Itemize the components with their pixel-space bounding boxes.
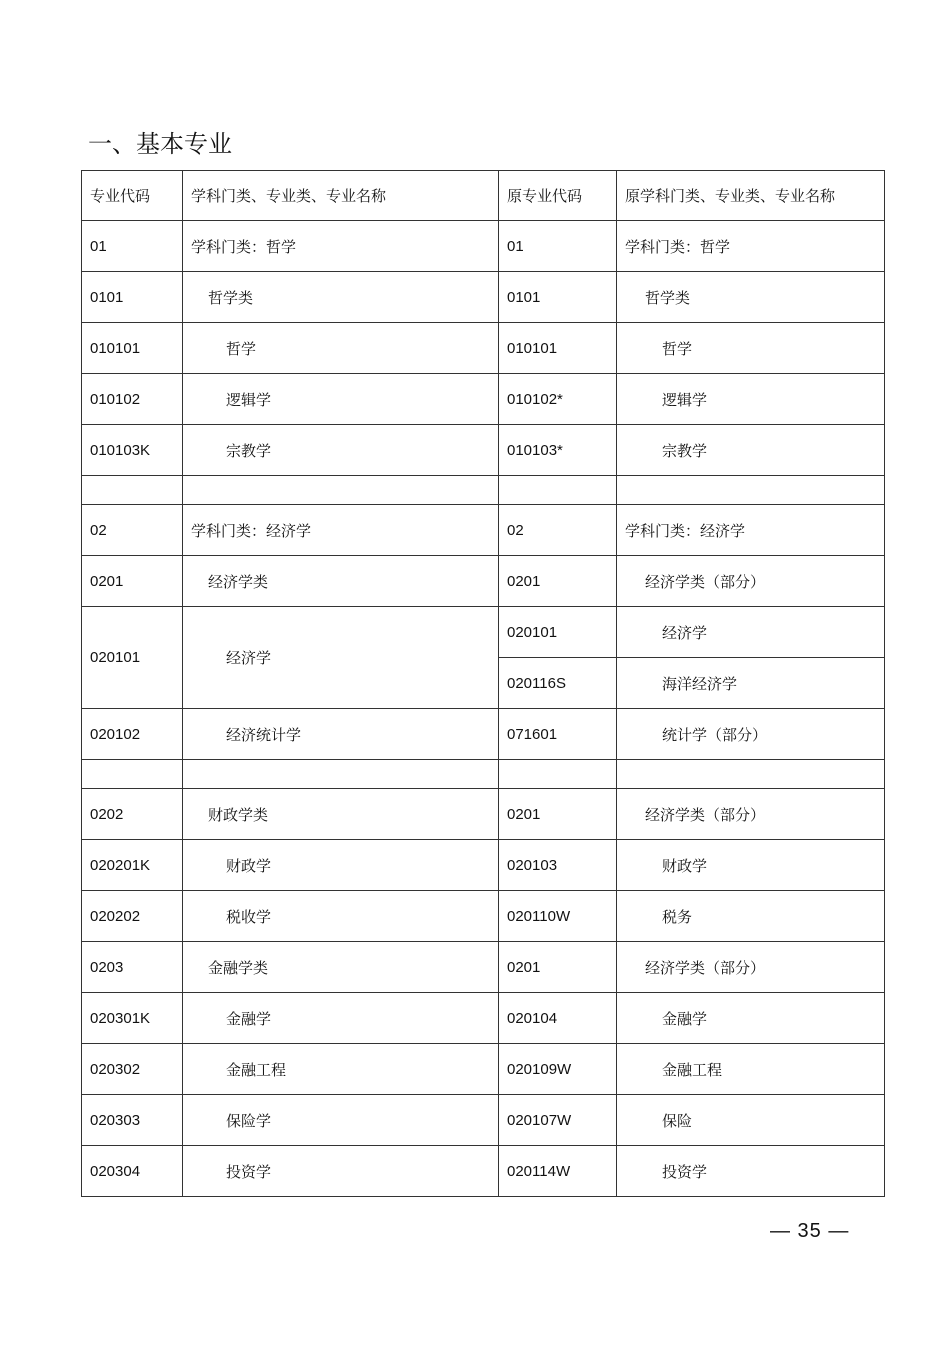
table-row — [82, 891, 885, 942]
major-code: 020202 — [82, 891, 183, 942]
major-code: 0203 — [82, 942, 183, 993]
old-major-code: 020103 — [499, 840, 617, 891]
major-code: 0202 — [82, 789, 183, 840]
major-code: 02 — [82, 505, 183, 556]
header-old-code: 原专业代码 — [499, 171, 617, 221]
major-name: 经济学 — [183, 607, 499, 709]
old-major-name: 经济学 — [617, 607, 885, 658]
empty-cell — [499, 760, 617, 789]
table-row — [82, 323, 885, 374]
table-row — [82, 709, 885, 760]
table-row — [82, 505, 885, 556]
major-name: 宗教学 — [183, 425, 499, 476]
major-name: 哲学 — [183, 323, 499, 374]
table-row — [82, 1044, 885, 1095]
major-code: 0201 — [82, 556, 183, 607]
header-name: 学科门类、专业类、专业名称 — [183, 171, 499, 221]
old-major-name: 保险 — [617, 1095, 885, 1146]
table-row — [82, 993, 885, 1044]
old-major-name: 学科门类：经济学 — [617, 505, 885, 556]
empty-cell — [617, 760, 885, 789]
old-major-name: 哲学 — [617, 323, 885, 374]
old-major-name: 海洋经济学 — [617, 658, 885, 709]
major-name: 财政学 — [183, 840, 499, 891]
major-name: 金融工程 — [183, 1044, 499, 1095]
major-code: 0101 — [82, 272, 183, 323]
header-code: 专业代码 — [82, 171, 183, 221]
old-major-code: 010101 — [499, 323, 617, 374]
major-code: 020304 — [82, 1146, 183, 1197]
old-major-code: 020114W — [499, 1146, 617, 1197]
table-row — [82, 221, 885, 272]
old-major-code: 0201 — [499, 556, 617, 607]
old-major-name: 经济学类（部分） — [617, 789, 885, 840]
major-code: 020101 — [82, 607, 183, 709]
old-major-name: 宗教学 — [617, 425, 885, 476]
old-major-name: 投资学 — [617, 1146, 885, 1197]
empty-cell — [499, 476, 617, 505]
major-code: 010101 — [82, 323, 183, 374]
major-name: 学科门类：哲学 — [183, 221, 499, 272]
old-major-code: 020109W — [499, 1044, 617, 1095]
major-code: 020303 — [82, 1095, 183, 1146]
old-major-name: 经济学类（部分） — [617, 942, 885, 993]
major-code: 020301K — [82, 993, 183, 1044]
major-name: 逻辑学 — [183, 374, 499, 425]
old-major-name: 学科门类：哲学 — [617, 221, 885, 272]
major-name: 投资学 — [183, 1146, 499, 1197]
old-major-code: 020116S — [499, 658, 617, 709]
old-major-name: 哲学类 — [617, 272, 885, 323]
old-major-code: 0201 — [499, 942, 617, 993]
major-name: 金融学 — [183, 993, 499, 1044]
old-major-name: 统计学（部分） — [617, 709, 885, 760]
table-row — [82, 272, 885, 323]
table-row — [82, 1095, 885, 1146]
page-number: — 35 — — [770, 1220, 850, 1242]
old-major-code: 020101 — [499, 607, 617, 658]
major-code: 01 — [82, 221, 183, 272]
table-row — [82, 942, 885, 993]
empty-cell — [183, 476, 499, 505]
table-row — [82, 425, 885, 476]
empty-cell — [183, 760, 499, 789]
major-code: 020302 — [82, 1044, 183, 1095]
old-major-code: 010102* — [499, 374, 617, 425]
major-name: 保险学 — [183, 1095, 499, 1146]
old-major-name: 金融工程 — [617, 1044, 885, 1095]
old-major-code: 020110W — [499, 891, 617, 942]
section-title: 一、基本专业 — [88, 130, 232, 158]
old-major-code: 020107W — [499, 1095, 617, 1146]
old-major-code: 0101 — [499, 272, 617, 323]
table-row — [82, 789, 885, 840]
major-code: 020102 — [82, 709, 183, 760]
spacer-row — [82, 760, 885, 789]
major-name: 税收学 — [183, 891, 499, 942]
major-name: 财政学类 — [183, 789, 499, 840]
majors-table — [81, 170, 885, 1197]
empty-cell — [617, 476, 885, 505]
major-name: 经济学类 — [183, 556, 499, 607]
table-row — [82, 840, 885, 891]
major-name: 学科门类：经济学 — [183, 505, 499, 556]
table-row — [82, 374, 885, 425]
old-major-code: 01 — [499, 221, 617, 272]
header-old-name: 原学科门类、专业类、专业名称 — [617, 171, 885, 221]
empty-cell — [82, 476, 183, 505]
table-row — [82, 556, 885, 607]
major-name: 经济统计学 — [183, 709, 499, 760]
old-major-name: 逻辑学 — [617, 374, 885, 425]
old-major-code: 010103* — [499, 425, 617, 476]
major-name: 金融学类 — [183, 942, 499, 993]
old-major-code: 071601 — [499, 709, 617, 760]
major-code: 020201K — [82, 840, 183, 891]
table-header-row — [82, 171, 885, 221]
table-row — [82, 1146, 885, 1197]
old-major-code: 0201 — [499, 789, 617, 840]
major-code: 010102 — [82, 374, 183, 425]
old-major-code: 02 — [499, 505, 617, 556]
old-major-name: 税务 — [617, 891, 885, 942]
spacer-row — [82, 476, 885, 505]
old-major-name: 经济学类（部分） — [617, 556, 885, 607]
old-major-name: 财政学 — [617, 840, 885, 891]
major-name: 哲学类 — [183, 272, 499, 323]
major-code: 010103K — [82, 425, 183, 476]
empty-cell — [82, 760, 183, 789]
old-major-code: 020104 — [499, 993, 617, 1044]
old-major-name: 金融学 — [617, 993, 885, 1044]
table-row — [82, 607, 885, 658]
